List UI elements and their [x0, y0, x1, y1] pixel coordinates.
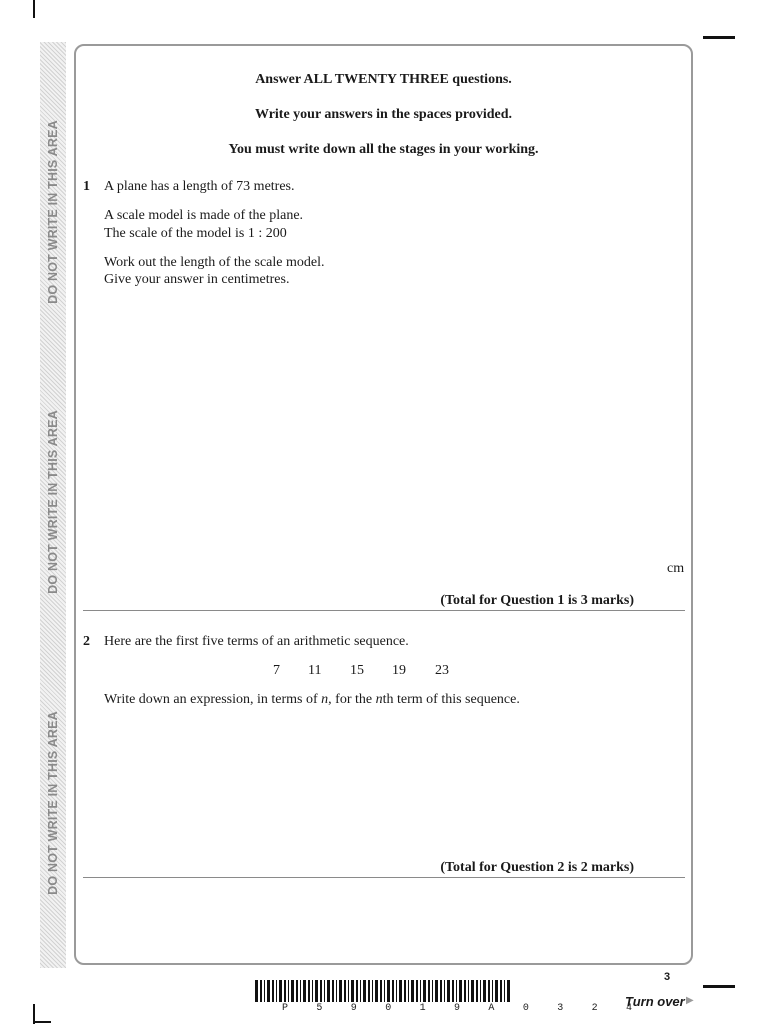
variable-n: n [375, 692, 383, 707]
question-1-divider [83, 610, 685, 611]
barcode-text: P 5 9 0 1 9 A 0 3 2 4 [282, 1003, 644, 1014]
turn-over-label: Turn over [625, 994, 685, 1009]
question-2-instruction-part-3: th term of this sequence. [382, 692, 520, 707]
question-2-total: (Total for Question 2 is 2 marks) [440, 860, 634, 875]
sequence-term: 15 [350, 663, 364, 678]
question-2-instruction-part-2: , for the [328, 692, 376, 707]
variable-n: n [321, 692, 329, 707]
question-2-number: 2 [83, 634, 90, 649]
question-1-line-2: A scale model is made of the plane. [104, 208, 304, 223]
margin-warning-top: DO NOT WRITE IN THIS AREA [46, 120, 60, 304]
sequence-term: 23 [435, 663, 449, 678]
sequence-term: 7 [273, 663, 280, 678]
crop-mark-bottom-left-h [33, 1021, 51, 1023]
margin-warning-bottom: DO NOT WRITE IN THIS AREA [46, 711, 60, 895]
sequence-term: 11 [308, 663, 322, 678]
question-1-line-4: Work out the length of the scale model. [104, 255, 325, 270]
sequence-term: 19 [392, 663, 406, 678]
page-number: 3 [664, 971, 671, 983]
turn-over-arrow-icon: ▶ [686, 995, 694, 1006]
crop-mark-bottom-right [703, 985, 735, 988]
question-1-number: 1 [83, 179, 90, 194]
question-2-instruction-part-1: Write down an expression, in terms of [104, 692, 322, 707]
question-2-instruction [104, 692, 520, 708]
question-1-line-3: The scale of the model is 1 : 200 [104, 226, 287, 241]
instruction-line-1: Answer ALL TWENTY THREE questions. [255, 72, 512, 87]
margin-warning-middle: DO NOT WRITE IN THIS AREA [46, 410, 60, 594]
question-2-divider [83, 877, 685, 878]
crop-mark-top-left-v [33, 0, 35, 18]
crop-mark-top-right [703, 36, 735, 39]
question-1-line-5: Give your answer in centimetres. [104, 272, 290, 287]
question-1-line-1: A plane has a length of 73 metres. [104, 179, 295, 194]
question-1-total: (Total for Question 1 is 3 marks) [440, 593, 634, 608]
instruction-line-2: Write your answers in the spaces provided. [254, 107, 513, 122]
question-1-answer-unit: cm [667, 561, 685, 576]
instruction-line-3: You must write down all the stages in your working. [228, 142, 539, 157]
question-2-intro: Here are the first five terms of an arithmetic sequence. [104, 634, 409, 649]
